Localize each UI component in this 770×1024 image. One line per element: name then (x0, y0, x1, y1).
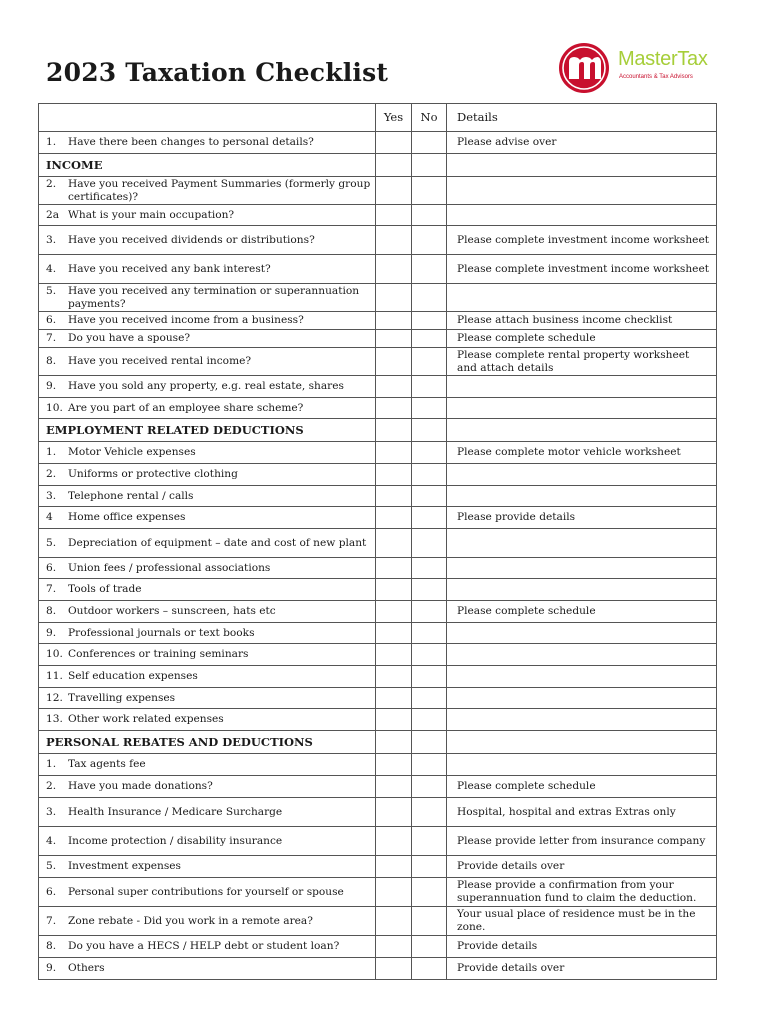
question-cell (39, 688, 376, 709)
section-row (39, 731, 717, 754)
question-text: Do you have a HECS / HELP debt or student loan? (68, 940, 340, 952)
question-text: Have you received Payment Summaries (formerly group certificates)? (68, 177, 371, 203)
no-checkbox-cell[interactable] (412, 154, 447, 177)
table-row (39, 558, 717, 579)
question-cell (39, 464, 376, 486)
question-line (46, 446, 371, 459)
table-row (39, 486, 717, 507)
table-row (39, 507, 717, 529)
question-number: 6. (46, 314, 57, 326)
question-line (46, 670, 371, 683)
question-cell (39, 529, 376, 558)
question-number: 8. (46, 605, 57, 617)
question-line (46, 511, 371, 524)
yes-checkbox-cell[interactable] (376, 284, 412, 312)
no-checkbox-cell[interactable] (412, 486, 447, 507)
table-row (39, 856, 717, 878)
question-line (46, 860, 371, 873)
table-row (39, 579, 717, 601)
question-number: 5. (46, 284, 57, 297)
question-number: 5. (46, 536, 57, 549)
details-cell: Provide details (447, 936, 717, 958)
details-cell: Please complete rental property worksheet and attach details (447, 348, 717, 376)
table-row (39, 798, 717, 827)
question-cell (39, 827, 376, 856)
yes-checkbox-cell[interactable] (376, 666, 412, 688)
details-cell: Please complete schedule (447, 330, 717, 348)
table-row (39, 398, 717, 419)
no-checkbox-cell[interactable] (412, 558, 447, 579)
no-checkbox-cell[interactable] (412, 688, 447, 709)
table-row (39, 177, 717, 205)
question-cell (39, 132, 376, 154)
table-header-row (39, 104, 717, 132)
yes-checkbox-cell[interactable] (376, 688, 412, 709)
table-row (39, 754, 717, 776)
question-cell (39, 205, 376, 226)
question-cell (39, 644, 376, 666)
question-line (46, 713, 371, 726)
question-number: 1. (46, 136, 57, 148)
no-checkbox-cell[interactable] (412, 376, 447, 398)
question-line (46, 562, 371, 575)
yes-checkbox-cell[interactable] (376, 623, 412, 644)
checklist-table (38, 103, 717, 980)
question-text: Travelling expenses (68, 691, 176, 704)
question-line (46, 886, 371, 899)
details-cell (447, 284, 717, 312)
question-cell (39, 226, 376, 255)
no-checkbox-cell[interactable] (412, 936, 447, 958)
details-cell: Please advise over (447, 132, 717, 154)
table-row (39, 312, 717, 330)
question-text: What is your main occupation? (68, 208, 235, 221)
question-cell (39, 376, 376, 398)
question-line (46, 136, 371, 149)
no-checkbox-cell[interactable] (412, 958, 447, 980)
question-number: 3. (46, 233, 57, 246)
table-row (39, 205, 717, 226)
question-text: Personal super contributions for yourself or spouse (68, 885, 344, 898)
mastertax-logo (556, 42, 726, 94)
question-number: 6. (46, 561, 57, 574)
yes-checkbox-cell[interactable] (376, 907, 412, 936)
question-number: 10. (46, 401, 63, 414)
table-row (39, 776, 717, 798)
page-title: 2023 Taxation Checklist (46, 58, 389, 87)
yes-checkbox-cell[interactable] (376, 226, 412, 255)
table-row (39, 330, 717, 348)
question-cell (39, 312, 376, 330)
no-checkbox-cell[interactable] (412, 419, 447, 442)
table-row (39, 132, 717, 154)
question-cell (39, 776, 376, 798)
question-text: Have you received any bank interest? (68, 262, 271, 275)
details-cell: Please complete schedule (447, 776, 717, 798)
yes-checkbox-cell[interactable] (376, 731, 412, 754)
no-checkbox-cell[interactable] (412, 623, 447, 644)
question-text: Have there been changes to personal details? (68, 136, 314, 148)
question-line (46, 915, 371, 928)
details-cell (447, 398, 717, 419)
question-number: 4. (46, 262, 57, 275)
question-text: Have you received income from a business? (68, 314, 304, 326)
details-cell: Hospital, hospital and extras Extras only (447, 798, 717, 827)
question-cell (39, 442, 376, 464)
question-text: Investment expenses (68, 860, 181, 872)
no-checkbox-cell[interactable] (412, 601, 447, 623)
question-cell (39, 878, 376, 907)
details-cell: Provide details over (447, 958, 717, 980)
question-text: Are you part of an employee share scheme? (68, 401, 304, 414)
table-row (39, 348, 717, 376)
no-checkbox-cell[interactable] (412, 205, 447, 226)
details-cell (447, 666, 717, 688)
yes-checkbox-cell[interactable] (376, 312, 412, 330)
question-number: 7. (46, 332, 57, 344)
question-line (46, 605, 371, 618)
yes-checkbox-cell[interactable] (376, 464, 412, 486)
question-line (46, 332, 371, 345)
question-cell (39, 558, 376, 579)
no-checkbox-cell[interactable] (412, 255, 447, 284)
question-cell (39, 666, 376, 688)
yes-checkbox-cell[interactable] (376, 709, 412, 731)
section-heading: PERSONAL REBATES AND DEDUCTIONS (39, 731, 376, 754)
question-header (39, 104, 376, 132)
question-number: 9. (46, 380, 57, 392)
yes-checkbox-cell[interactable] (376, 419, 412, 442)
question-number: 9. (46, 626, 57, 639)
question-text: Health Insurance / Medicare Surcharge (68, 805, 283, 818)
question-number: 6. (46, 885, 57, 898)
no-checkbox-cell[interactable] (412, 776, 447, 798)
question-line (46, 940, 371, 953)
question-text: Have you sold any property, e.g. real estate, shares (68, 380, 344, 392)
question-cell (39, 177, 376, 205)
question-line (46, 263, 371, 276)
question-number: 3. (46, 805, 57, 818)
question-line (46, 648, 371, 661)
no-checkbox-cell[interactable] (412, 798, 447, 827)
details-cell (447, 558, 717, 579)
question-cell (39, 798, 376, 827)
question-line (46, 402, 371, 415)
question-text: Self education expenses (68, 670, 198, 682)
question-number: 4 (46, 511, 53, 523)
yes-checkbox-cell[interactable] (376, 601, 412, 623)
question-text: Professional journals or text books (68, 626, 255, 639)
details-cell: Please provide details (447, 507, 717, 529)
table-row (39, 688, 717, 709)
question-text: Depreciation of equipment – date and cost of new plant (68, 536, 367, 549)
yes-checkbox-cell[interactable] (376, 205, 412, 226)
details-header: Details (447, 104, 717, 132)
yes-checkbox-cell[interactable] (376, 132, 412, 154)
yes-checkbox-cell[interactable] (376, 177, 412, 205)
question-line (46, 468, 371, 481)
no-checkbox-cell[interactable] (412, 666, 447, 688)
question-line (46, 835, 371, 848)
details-cell (447, 731, 717, 754)
no-header: No (412, 104, 447, 132)
details-cell (447, 486, 717, 507)
question-text: Have you made donations? (68, 780, 213, 792)
question-cell (39, 958, 376, 980)
no-checkbox-cell[interactable] (412, 348, 447, 376)
no-checkbox-cell[interactable] (412, 529, 447, 558)
logo-m-icon (556, 42, 612, 94)
table-row (39, 644, 717, 666)
yes-checkbox-cell[interactable] (376, 376, 412, 398)
question-cell (39, 623, 376, 644)
question-cell (39, 398, 376, 419)
no-checkbox-cell[interactable] (412, 579, 447, 601)
yes-checkbox-cell[interactable] (376, 486, 412, 507)
yes-checkbox-cell[interactable] (376, 579, 412, 601)
question-line (46, 178, 371, 204)
question-line (46, 380, 371, 393)
section-heading: EMPLOYMENT RELATED DEDUCTIONS (39, 419, 376, 442)
table-row (39, 666, 717, 688)
question-line (46, 627, 371, 640)
details-cell: Please provide letter from insurance company (447, 827, 717, 856)
question-number: 13. (46, 713, 63, 725)
question-cell (39, 709, 376, 731)
question-line (46, 758, 371, 771)
no-checkbox-cell[interactable] (412, 330, 447, 348)
table-row (39, 827, 717, 856)
details-cell (447, 177, 717, 205)
question-number: 2a (46, 208, 60, 221)
yes-checkbox-cell[interactable] (376, 798, 412, 827)
details-cell: Please complete schedule (447, 601, 717, 623)
question-text: Other work related expenses (68, 713, 224, 725)
question-number: 7. (46, 583, 57, 595)
yes-checkbox-cell[interactable] (376, 936, 412, 958)
yes-checkbox-cell[interactable] (376, 529, 412, 558)
yes-checkbox-cell[interactable] (376, 754, 412, 776)
question-number: 4. (46, 834, 57, 847)
logo-name: MasterTax (618, 48, 708, 70)
no-checkbox-cell[interactable] (412, 754, 447, 776)
yes-checkbox-cell[interactable] (376, 442, 412, 464)
question-line (46, 355, 371, 368)
question-text: Have you received dividends or distributions? (68, 233, 315, 246)
details-cell (447, 154, 717, 177)
question-line (46, 209, 371, 222)
yes-checkbox-cell[interactable] (376, 348, 412, 376)
question-number: 2. (46, 468, 57, 480)
question-text: Have you received any termination or superannuation payments? (68, 284, 360, 310)
yes-checkbox-cell[interactable] (376, 558, 412, 579)
table-row (39, 464, 717, 486)
question-line (46, 234, 371, 247)
question-cell (39, 507, 376, 529)
section-heading: INCOME (39, 154, 376, 177)
question-text: Home office expenses (68, 511, 186, 523)
question-cell (39, 486, 376, 507)
details-cell: Provide details over (447, 856, 717, 878)
no-checkbox-cell[interactable] (412, 907, 447, 936)
question-text: Income protection / disability insurance (68, 834, 283, 847)
no-checkbox-cell[interactable] (412, 464, 447, 486)
question-text: Tools of trade (68, 583, 142, 595)
no-checkbox-cell[interactable] (412, 312, 447, 330)
table-row (39, 878, 717, 907)
details-cell: Please complete investment income worksheet (447, 255, 717, 284)
details-cell: Your usual place of residence must be in the zone. (447, 907, 717, 936)
question-line (46, 583, 371, 596)
yes-checkbox-cell[interactable] (376, 958, 412, 980)
no-checkbox-cell[interactable] (412, 226, 447, 255)
yes-checkbox-cell[interactable] (376, 154, 412, 177)
table-row (39, 226, 717, 255)
question-cell (39, 579, 376, 601)
question-cell (39, 936, 376, 958)
yes-checkbox-cell[interactable] (376, 878, 412, 907)
no-checkbox-cell[interactable] (412, 132, 447, 154)
question-number: 3. (46, 489, 57, 502)
question-number: 9. (46, 962, 57, 974)
question-text: Zone rebate - Did you work in a remote area? (68, 914, 313, 927)
no-checkbox-cell[interactable] (412, 644, 447, 666)
question-number: 8. (46, 940, 57, 952)
table-row (39, 907, 717, 936)
question-line (46, 806, 371, 819)
logo-tagline: Accountants & Tax Advisors (619, 74, 693, 80)
yes-checkbox-cell[interactable] (376, 398, 412, 419)
details-cell: Please provide a confirmation from your superannuation fund to claim the deduction. (447, 878, 717, 907)
question-number: 11. (46, 670, 63, 682)
question-cell (39, 348, 376, 376)
table-row (39, 601, 717, 623)
yes-header: Yes (376, 104, 412, 132)
table-row (39, 284, 717, 312)
question-line (46, 285, 371, 311)
details-cell (447, 644, 717, 666)
question-line (46, 314, 371, 327)
question-text: Have you received rental income? (68, 355, 252, 367)
details-cell (447, 529, 717, 558)
yes-checkbox-cell[interactable] (376, 856, 412, 878)
question-number: 2. (46, 177, 57, 190)
yes-checkbox-cell[interactable] (376, 827, 412, 856)
question-number: 5. (46, 860, 57, 872)
yes-checkbox-cell[interactable] (376, 330, 412, 348)
question-line (46, 537, 371, 550)
question-text: Tax agents fee (68, 758, 146, 770)
question-text: Others (68, 962, 105, 974)
question-text: Telephone rental / calls (68, 489, 194, 502)
details-cell: Please complete investment income worksheet (447, 226, 717, 255)
no-checkbox-cell[interactable] (412, 398, 447, 419)
question-text: Outdoor workers – sunscreen, hats etc (68, 605, 276, 617)
question-text: Do you have a spouse? (68, 332, 191, 344)
question-number: 10. (46, 648, 63, 660)
question-cell (39, 754, 376, 776)
question-text: Uniforms or protective clothing (68, 468, 238, 480)
no-checkbox-cell[interactable] (412, 709, 447, 731)
no-checkbox-cell[interactable] (412, 827, 447, 856)
section-row (39, 419, 717, 442)
yes-checkbox-cell[interactable] (376, 255, 412, 284)
yes-checkbox-cell[interactable] (376, 644, 412, 666)
question-text: Conferences or training seminars (68, 648, 249, 660)
details-cell (447, 579, 717, 601)
table-row (39, 709, 717, 731)
question-cell (39, 330, 376, 348)
question-number: 12. (46, 691, 63, 704)
table-row (39, 255, 717, 284)
table-row (39, 958, 717, 980)
no-checkbox-cell[interactable] (412, 442, 447, 464)
table-row (39, 442, 717, 464)
table-row (39, 623, 717, 644)
details-cell (447, 754, 717, 776)
details-cell (447, 205, 717, 226)
question-number: 7. (46, 914, 57, 927)
no-checkbox-cell[interactable] (412, 878, 447, 907)
no-checkbox-cell[interactable] (412, 507, 447, 529)
question-line (46, 780, 371, 793)
question-text: Motor Vehicle expenses (68, 446, 196, 458)
table-row (39, 936, 717, 958)
question-cell (39, 601, 376, 623)
details-cell (447, 709, 717, 731)
details-cell (447, 464, 717, 486)
question-text: Union fees / professional associations (68, 561, 271, 574)
no-checkbox-cell[interactable] (412, 284, 447, 312)
question-cell (39, 856, 376, 878)
no-checkbox-cell[interactable] (412, 856, 447, 878)
question-cell (39, 907, 376, 936)
yes-checkbox-cell[interactable] (376, 776, 412, 798)
table-row (39, 529, 717, 558)
details-cell: Please attach business income checklist (447, 312, 717, 330)
table-row (39, 376, 717, 398)
question-line (46, 490, 371, 503)
question-number: 2. (46, 780, 57, 792)
yes-checkbox-cell[interactable] (376, 507, 412, 529)
details-cell (447, 688, 717, 709)
details-cell: Please complete motor vehicle worksheet (447, 442, 717, 464)
question-number: 1. (46, 446, 57, 458)
question-line (46, 692, 371, 705)
details-cell (447, 623, 717, 644)
no-checkbox-cell[interactable] (412, 177, 447, 205)
details-cell (447, 419, 717, 442)
question-number: 1. (46, 758, 57, 770)
question-cell (39, 255, 376, 284)
section-row (39, 154, 717, 177)
details-cell (447, 376, 717, 398)
question-cell (39, 284, 376, 312)
no-checkbox-cell[interactable] (412, 731, 447, 754)
question-line (46, 962, 371, 975)
question-number: 8. (46, 355, 57, 367)
